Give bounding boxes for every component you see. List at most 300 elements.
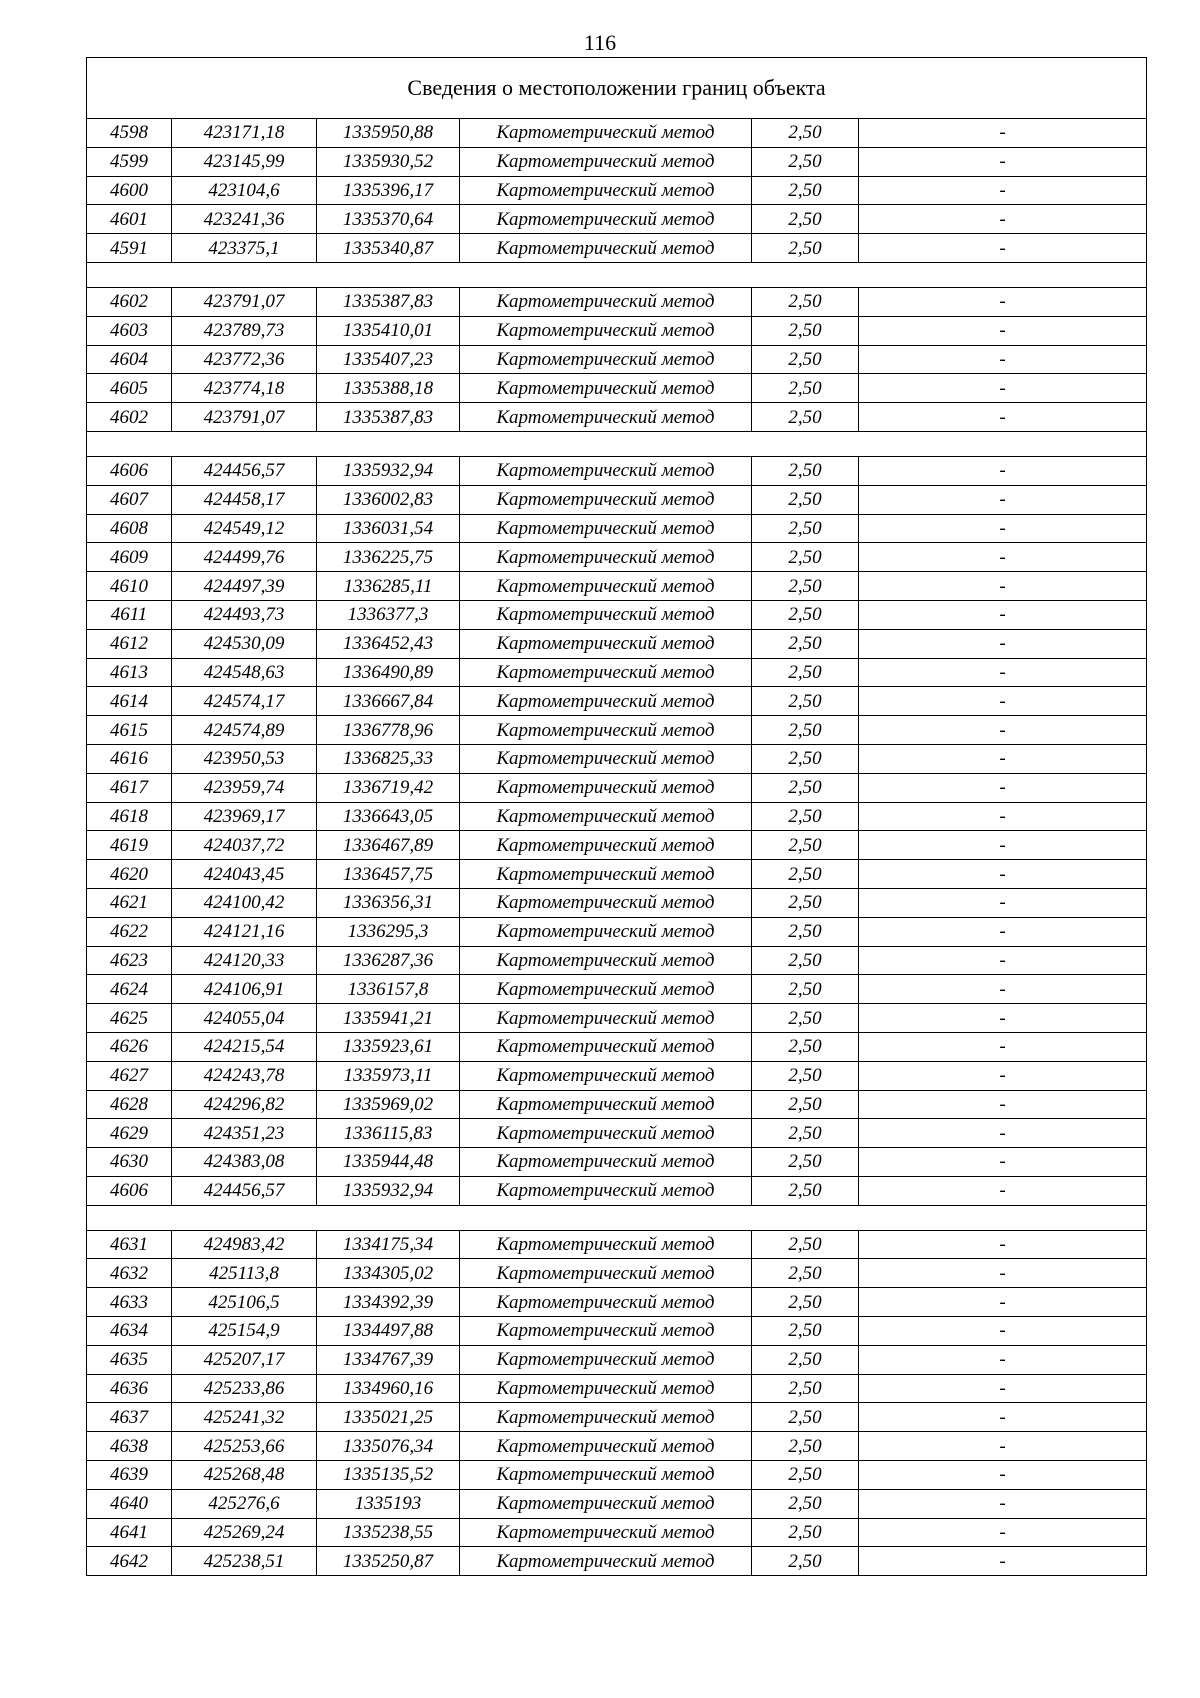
accuracy-cell: 2,50: [752, 629, 859, 658]
point-number-cell: 4640: [87, 1489, 172, 1518]
x-coordinate-cell: 424351,23: [172, 1119, 317, 1148]
description-cell: -: [859, 773, 1147, 802]
accuracy-cell: 2,50: [752, 1317, 859, 1346]
method-cell: Картометрический метод: [460, 514, 752, 543]
accuracy-cell: 2,50: [752, 1345, 859, 1374]
accuracy-cell: 2,50: [752, 1176, 859, 1205]
table-row: [87, 374, 1147, 403]
description-cell: -: [859, 1374, 1147, 1403]
accuracy-cell: 2,50: [752, 1403, 859, 1432]
table-row: [87, 917, 1147, 946]
description-cell: -: [859, 716, 1147, 745]
x-coordinate-cell: 424383,08: [172, 1148, 317, 1177]
method-cell: Картометрический метод: [460, 1432, 752, 1461]
description-cell: -: [859, 658, 1147, 687]
table-row: [87, 1090, 1147, 1119]
table-title: Сведения о местоположении границ объекта: [87, 58, 1147, 119]
description-cell: -: [859, 1432, 1147, 1461]
description-cell: -: [859, 744, 1147, 773]
point-number-cell: 4638: [87, 1432, 172, 1461]
method-cell: Картометрический метод: [460, 1547, 752, 1576]
accuracy-cell: 2,50: [752, 1288, 859, 1317]
method-cell: Картометрический метод: [460, 1403, 752, 1432]
method-cell: Картометрический метод: [460, 374, 752, 403]
accuracy-cell: 2,50: [752, 975, 859, 1004]
table-row: [87, 1259, 1147, 1288]
y-coordinate-cell: 1336157,8: [317, 975, 460, 1004]
point-number-cell: 4620: [87, 860, 172, 889]
x-coordinate-cell: 424215,54: [172, 1032, 317, 1061]
table-row: [87, 1374, 1147, 1403]
description-cell: -: [859, 1259, 1147, 1288]
accuracy-cell: 2,50: [752, 1547, 859, 1576]
description-cell: -: [859, 287, 1147, 316]
description-cell: -: [859, 374, 1147, 403]
accuracy-cell: 2,50: [752, 119, 859, 148]
point-number-cell: 4630: [87, 1148, 172, 1177]
point-number-cell: 4604: [87, 345, 172, 374]
method-cell: Картометрический метод: [460, 485, 752, 514]
x-coordinate-cell: 423791,07: [172, 287, 317, 316]
point-number-cell: 4625: [87, 1004, 172, 1033]
y-coordinate-cell: 1336377,3: [317, 600, 460, 629]
group-separator-row: [87, 1205, 1147, 1230]
method-cell: Картометрический метод: [460, 658, 752, 687]
accuracy-cell: 2,50: [752, 716, 859, 745]
method-cell: Картометрический метод: [460, 456, 752, 485]
table-row: [87, 205, 1147, 234]
point-number-cell: 4627: [87, 1061, 172, 1090]
y-coordinate-cell: 1335932,94: [317, 1176, 460, 1205]
table-row: [87, 287, 1147, 316]
y-coordinate-cell: 1335410,01: [317, 316, 460, 345]
point-number-cell: 4612: [87, 629, 172, 658]
y-coordinate-cell: 1336287,36: [317, 946, 460, 975]
description-cell: -: [859, 1547, 1147, 1576]
accuracy-cell: 2,50: [752, 345, 859, 374]
x-coordinate-cell: 424574,17: [172, 687, 317, 716]
table-row: [87, 802, 1147, 831]
description-cell: -: [859, 1061, 1147, 1090]
method-cell: Картометрический метод: [460, 316, 752, 345]
table-row: [87, 1345, 1147, 1374]
y-coordinate-cell: 1336285,11: [317, 572, 460, 601]
description-cell: -: [859, 946, 1147, 975]
point-number-cell: 4641: [87, 1518, 172, 1547]
point-number-cell: 4614: [87, 687, 172, 716]
description-cell: -: [859, 456, 1147, 485]
accuracy-cell: 2,50: [752, 176, 859, 205]
description-cell: -: [859, 403, 1147, 432]
description-cell: -: [859, 514, 1147, 543]
accuracy-cell: 2,50: [752, 1090, 859, 1119]
description-cell: -: [859, 860, 1147, 889]
description-cell: -: [859, 629, 1147, 658]
method-cell: Картометрический метод: [460, 543, 752, 572]
group-separator-row: [87, 431, 1147, 456]
method-cell: Картометрический метод: [460, 687, 752, 716]
y-coordinate-cell: 1336457,75: [317, 860, 460, 889]
table-row: [87, 1230, 1147, 1259]
method-cell: Картометрический метод: [460, 1119, 752, 1148]
x-coordinate-cell: 424456,57: [172, 1176, 317, 1205]
boundary-coordinates-table: [86, 57, 1147, 1576]
x-coordinate-cell: 423171,18: [172, 119, 317, 148]
description-cell: -: [859, 1230, 1147, 1259]
description-cell: -: [859, 687, 1147, 716]
group-separator-cell: [87, 262, 1147, 287]
y-coordinate-cell: 1336115,83: [317, 1119, 460, 1148]
table-row: [87, 1288, 1147, 1317]
y-coordinate-cell: 1335388,18: [317, 374, 460, 403]
x-coordinate-cell: 424296,82: [172, 1090, 317, 1119]
table-row: [87, 1317, 1147, 1346]
accuracy-cell: 2,50: [752, 1432, 859, 1461]
description-cell: -: [859, 572, 1147, 601]
point-number-cell: 4608: [87, 514, 172, 543]
accuracy-cell: 2,50: [752, 946, 859, 975]
y-coordinate-cell: 1334960,16: [317, 1374, 460, 1403]
method-cell: Картометрический метод: [460, 176, 752, 205]
description-cell: -: [859, 1461, 1147, 1490]
method-cell: Картометрический метод: [460, 917, 752, 946]
method-cell: Картометрический метод: [460, 1489, 752, 1518]
y-coordinate-cell: 1335950,88: [317, 119, 460, 148]
x-coordinate-cell: 425106,5: [172, 1288, 317, 1317]
method-cell: Картометрический метод: [460, 119, 752, 148]
table-row: [87, 1148, 1147, 1177]
x-coordinate-cell: 424121,16: [172, 917, 317, 946]
table-row: [87, 716, 1147, 745]
y-coordinate-cell: 1334175,34: [317, 1230, 460, 1259]
description-cell: -: [859, 119, 1147, 148]
y-coordinate-cell: 1336031,54: [317, 514, 460, 543]
point-number-cell: 4610: [87, 572, 172, 601]
point-number-cell: 4636: [87, 1374, 172, 1403]
point-number-cell: 4621: [87, 888, 172, 917]
y-coordinate-cell: 1335941,21: [317, 1004, 460, 1033]
accuracy-cell: 2,50: [752, 1004, 859, 1033]
y-coordinate-cell: 1336667,84: [317, 687, 460, 716]
description-cell: -: [859, 234, 1147, 263]
x-coordinate-cell: 424574,89: [172, 716, 317, 745]
description-cell: -: [859, 147, 1147, 176]
table-row: [87, 1403, 1147, 1432]
table-row: [87, 1176, 1147, 1205]
method-cell: Картометрический метод: [460, 1148, 752, 1177]
method-cell: Картометрический метод: [460, 345, 752, 374]
x-coordinate-cell: 423241,36: [172, 205, 317, 234]
point-number-cell: 4634: [87, 1317, 172, 1346]
description-cell: -: [859, 1518, 1147, 1547]
accuracy-cell: 2,50: [752, 1259, 859, 1288]
table-row: [87, 773, 1147, 802]
table-row: [87, 1547, 1147, 1576]
y-coordinate-cell: 1335387,83: [317, 287, 460, 316]
x-coordinate-cell: 424530,09: [172, 629, 317, 658]
x-coordinate-cell: 425241,32: [172, 1403, 317, 1432]
y-coordinate-cell: 1336490,89: [317, 658, 460, 687]
x-coordinate-cell: 424243,78: [172, 1061, 317, 1090]
table-row: [87, 1518, 1147, 1547]
description-cell: -: [859, 600, 1147, 629]
point-number-cell: 4606: [87, 456, 172, 485]
accuracy-cell: 2,50: [752, 572, 859, 601]
y-coordinate-cell: 1334305,02: [317, 1259, 460, 1288]
method-cell: Картометрический метод: [460, 629, 752, 658]
description-cell: -: [859, 917, 1147, 946]
description-cell: -: [859, 1403, 1147, 1432]
group-separator-row: [87, 262, 1147, 287]
description-cell: -: [859, 316, 1147, 345]
x-coordinate-cell: 424120,33: [172, 946, 317, 975]
method-cell: Картометрический метод: [460, 205, 752, 234]
description-cell: -: [859, 1288, 1147, 1317]
y-coordinate-cell: 1335969,02: [317, 1090, 460, 1119]
accuracy-cell: 2,50: [752, 1230, 859, 1259]
y-coordinate-cell: 1335250,87: [317, 1547, 460, 1576]
method-cell: Картометрический метод: [460, 975, 752, 1004]
y-coordinate-cell: 1335387,83: [317, 403, 460, 432]
table-row: [87, 744, 1147, 773]
group-separator-cell: [87, 431, 1147, 456]
y-coordinate-cell: 1334497,88: [317, 1317, 460, 1346]
point-number-cell: 4611: [87, 600, 172, 629]
x-coordinate-cell: 425113,8: [172, 1259, 317, 1288]
method-cell: Картометрический метод: [460, 234, 752, 263]
method-cell: Картометрический метод: [460, 773, 752, 802]
table-row: [87, 234, 1147, 263]
y-coordinate-cell: 1336356,31: [317, 888, 460, 917]
x-coordinate-cell: 425276,6: [172, 1489, 317, 1518]
method-cell: Картометрический метод: [460, 1518, 752, 1547]
table-row: [87, 600, 1147, 629]
method-cell: Картометрический метод: [460, 1230, 752, 1259]
accuracy-cell: 2,50: [752, 831, 859, 860]
accuracy-cell: 2,50: [752, 403, 859, 432]
point-number-cell: 4599: [87, 147, 172, 176]
point-number-cell: 4633: [87, 1288, 172, 1317]
x-coordinate-cell: 423789,73: [172, 316, 317, 345]
group-separator-cell: [87, 1205, 1147, 1230]
accuracy-cell: 2,50: [752, 485, 859, 514]
point-number-cell: 4613: [87, 658, 172, 687]
y-coordinate-cell: 1335973,11: [317, 1061, 460, 1090]
y-coordinate-cell: 1336825,33: [317, 744, 460, 773]
y-coordinate-cell: 1336002,83: [317, 485, 460, 514]
table-row: [87, 1032, 1147, 1061]
y-coordinate-cell: 1335076,34: [317, 1432, 460, 1461]
x-coordinate-cell: 424106,91: [172, 975, 317, 1004]
x-coordinate-cell: 424055,04: [172, 1004, 317, 1033]
accuracy-cell: 2,50: [752, 658, 859, 687]
x-coordinate-cell: 424100,42: [172, 888, 317, 917]
y-coordinate-cell: 1336719,42: [317, 773, 460, 802]
table-row: [87, 1432, 1147, 1461]
table-row: [87, 1119, 1147, 1148]
point-number-cell: 4622: [87, 917, 172, 946]
x-coordinate-cell: 424549,12: [172, 514, 317, 543]
table-row: [87, 831, 1147, 860]
x-coordinate-cell: 424456,57: [172, 456, 317, 485]
description-cell: -: [859, 802, 1147, 831]
x-coordinate-cell: 423950,53: [172, 744, 317, 773]
description-cell: -: [859, 975, 1147, 1004]
y-coordinate-cell: 1335932,94: [317, 456, 460, 485]
y-coordinate-cell: 1336452,43: [317, 629, 460, 658]
table-row: [87, 946, 1147, 975]
y-coordinate-cell: 1336295,3: [317, 917, 460, 946]
description-cell: -: [859, 176, 1147, 205]
point-number-cell: 4642: [87, 1547, 172, 1576]
accuracy-cell: 2,50: [752, 1148, 859, 1177]
table-row: [87, 176, 1147, 205]
point-number-cell: 4600: [87, 176, 172, 205]
method-cell: Картометрический метод: [460, 1004, 752, 1033]
accuracy-cell: 2,50: [752, 802, 859, 831]
x-coordinate-cell: 424458,17: [172, 485, 317, 514]
method-cell: Картометрический метод: [460, 147, 752, 176]
accuracy-cell: 2,50: [752, 1061, 859, 1090]
x-coordinate-cell: 423791,07: [172, 403, 317, 432]
x-coordinate-cell: 425268,48: [172, 1461, 317, 1490]
accuracy-cell: 2,50: [752, 600, 859, 629]
accuracy-cell: 2,50: [752, 773, 859, 802]
y-coordinate-cell: 1335396,17: [317, 176, 460, 205]
y-coordinate-cell: 1335340,87: [317, 234, 460, 263]
y-coordinate-cell: 1335193: [317, 1489, 460, 1518]
method-cell: Картометрический метод: [460, 1374, 752, 1403]
point-number-cell: 4635: [87, 1345, 172, 1374]
method-cell: Картометрический метод: [460, 1288, 752, 1317]
x-coordinate-cell: 425238,51: [172, 1547, 317, 1576]
description-cell: -: [859, 1176, 1147, 1205]
table-row: [87, 1004, 1147, 1033]
point-number-cell: 4624: [87, 975, 172, 1004]
point-number-cell: 4617: [87, 773, 172, 802]
point-number-cell: 4616: [87, 744, 172, 773]
y-coordinate-cell: 1335135,52: [317, 1461, 460, 1490]
description-cell: -: [859, 205, 1147, 234]
accuracy-cell: 2,50: [752, 147, 859, 176]
y-coordinate-cell: 1336467,89: [317, 831, 460, 860]
table-row: [87, 687, 1147, 716]
y-coordinate-cell: 1336778,96: [317, 716, 460, 745]
table-row: [87, 860, 1147, 889]
x-coordinate-cell: 423969,17: [172, 802, 317, 831]
x-coordinate-cell: 424493,73: [172, 600, 317, 629]
x-coordinate-cell: 425154,9: [172, 1317, 317, 1346]
table-row: [87, 658, 1147, 687]
table-row: [87, 119, 1147, 148]
accuracy-cell: 2,50: [752, 1374, 859, 1403]
description-cell: -: [859, 345, 1147, 374]
y-coordinate-cell: 1335021,25: [317, 1403, 460, 1432]
accuracy-cell: 2,50: [752, 234, 859, 263]
point-number-cell: 4615: [87, 716, 172, 745]
accuracy-cell: 2,50: [752, 860, 859, 889]
description-cell: -: [859, 1119, 1147, 1148]
y-coordinate-cell: 1335923,61: [317, 1032, 460, 1061]
table-row: [87, 345, 1147, 374]
accuracy-cell: 2,50: [752, 514, 859, 543]
accuracy-cell: 2,50: [752, 456, 859, 485]
method-cell: Картометрический метод: [460, 1317, 752, 1346]
table-row: [87, 1461, 1147, 1490]
table-row: [87, 629, 1147, 658]
point-number-cell: 4606: [87, 1176, 172, 1205]
x-coordinate-cell: 423375,1: [172, 234, 317, 263]
x-coordinate-cell: 424497,39: [172, 572, 317, 601]
method-cell: Картометрический метод: [460, 1061, 752, 1090]
x-coordinate-cell: 425207,17: [172, 1345, 317, 1374]
point-number-cell: 4629: [87, 1119, 172, 1148]
table-row: [87, 1061, 1147, 1090]
x-coordinate-cell: 425269,24: [172, 1518, 317, 1547]
description-cell: -: [859, 485, 1147, 514]
point-number-cell: 4602: [87, 287, 172, 316]
accuracy-cell: 2,50: [752, 374, 859, 403]
x-coordinate-cell: 423959,74: [172, 773, 317, 802]
accuracy-cell: 2,50: [752, 1461, 859, 1490]
y-coordinate-cell: 1335407,23: [317, 345, 460, 374]
y-coordinate-cell: 1336225,75: [317, 543, 460, 572]
point-number-cell: 4639: [87, 1461, 172, 1490]
description-cell: -: [859, 1317, 1147, 1346]
point-number-cell: 4603: [87, 316, 172, 345]
description-cell: -: [859, 543, 1147, 572]
point-number-cell: 4602: [87, 403, 172, 432]
accuracy-cell: 2,50: [752, 1032, 859, 1061]
method-cell: Картометрический метод: [460, 802, 752, 831]
table-row: [87, 975, 1147, 1004]
table-row: [87, 572, 1147, 601]
table-row: [87, 316, 1147, 345]
description-cell: -: [859, 1489, 1147, 1518]
accuracy-cell: 2,50: [752, 888, 859, 917]
accuracy-cell: 2,50: [752, 316, 859, 345]
method-cell: Картометрический метод: [460, 888, 752, 917]
accuracy-cell: 2,50: [752, 205, 859, 234]
table-row: [87, 456, 1147, 485]
method-cell: Картометрический метод: [460, 1032, 752, 1061]
x-coordinate-cell: 424983,42: [172, 1230, 317, 1259]
description-cell: -: [859, 1004, 1147, 1033]
point-number-cell: 4607: [87, 485, 172, 514]
method-cell: Картометрический метод: [460, 716, 752, 745]
method-cell: Картометрический метод: [460, 572, 752, 601]
table-row: [87, 147, 1147, 176]
method-cell: Картометрический метод: [460, 403, 752, 432]
method-cell: Картометрический метод: [460, 600, 752, 629]
description-cell: -: [859, 888, 1147, 917]
point-number-cell: 4618: [87, 802, 172, 831]
x-coordinate-cell: 423145,99: [172, 147, 317, 176]
table-header-row: [87, 58, 1147, 119]
method-cell: Картометрический метод: [460, 744, 752, 773]
point-number-cell: 4632: [87, 1259, 172, 1288]
method-cell: Картометрический метод: [460, 1461, 752, 1490]
point-number-cell: 4631: [87, 1230, 172, 1259]
method-cell: Картометрический метод: [460, 1176, 752, 1205]
method-cell: Картометрический метод: [460, 1259, 752, 1288]
table-row: [87, 888, 1147, 917]
point-number-cell: 4619: [87, 831, 172, 860]
point-number-cell: 4591: [87, 234, 172, 263]
table-row: [87, 403, 1147, 432]
description-cell: -: [859, 1090, 1147, 1119]
point-number-cell: 4605: [87, 374, 172, 403]
